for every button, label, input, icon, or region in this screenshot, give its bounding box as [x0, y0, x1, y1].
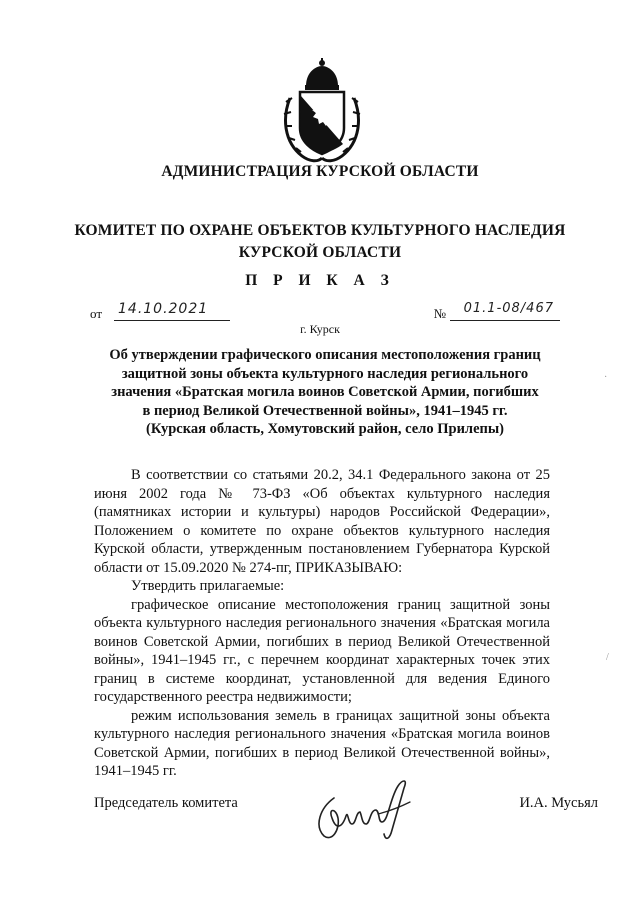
committee-title-line1: КОМИТЕТ ПО ОХРАНЕ ОБЪЕКТОВ КУЛЬТУРНОГО НАСЛЕДИЯ [74, 222, 566, 239]
signatory-name: И.А. Мусьял [519, 795, 598, 811]
handwritten-signature-icon [306, 768, 426, 848]
subject-line: защитной зоны объекта культурного наследия регионального [121, 365, 529, 382]
order-body [94, 466, 550, 781]
committee-title [0, 220, 640, 264]
subject-line: значения «Братская могила воинов Советской Армии, погибших [111, 384, 539, 400]
order-title: П Р И К А З [245, 272, 395, 289]
scan-mark: · [604, 372, 608, 383]
date-label: от [90, 306, 103, 321]
subject-line: в период Великой Отечественной войны», 1941–1945 гг. [142, 402, 508, 419]
date-number-row [90, 302, 560, 324]
scan-mark: / [606, 652, 609, 663]
number-underline [450, 320, 560, 321]
committee-title-line2: КУРСКОЙ ОБЛАСТИ [238, 244, 402, 261]
date-value: 14.10.2021 [118, 301, 209, 317]
body-paragraph-legal-basis: В соответствии со статьями 20.2, 34.1 Федерального закона от 25 июня 2002 года № 73-ФЗ «Об объектах культурного наследия (памятниках истории и культуры) народов Российской Федерации», Положением о комитете по охране объектов культурного наследия Курской области, утвержденным постановлением Губернатора Курской области от 15.09.2020 № 274-пг, ПРИКАЗЫВАЮ: [94, 467, 550, 576]
order-subject [100, 346, 550, 439]
body-paragraph-item-2: режим использования земель в границах защитной зоны объекта культурного наследия регионального значения «Братская могила воинов Советской Армии, погибших в период Великой Отечественной войны», 1941–1945 гг. [94, 707, 550, 779]
administration-title: АДМИНИСТРАЦИЯ КУРСКОЙ ОБЛАСТИ [161, 163, 479, 180]
body-paragraph-approve: Утвердить прилагаемые: [131, 578, 285, 594]
number-value: 01.1-08/467 [463, 301, 554, 316]
subject-line: (Курская область, Хомутовский район, село Прилепы) [145, 421, 505, 437]
number-label: № [433, 306, 446, 321]
subject-line: Об утверждении графического описания местоположения границ [109, 347, 541, 363]
date-underline [114, 320, 230, 321]
body-paragraph-item-1: графическое описание местоположения границ защитной зоны объекта культурного наследия регионального значения «Братская могила воинов Советской Армии, погибших в период Великой Отечественной войны», 1941–1945 гг., с перечнем координат характерных точек этих границ в системе координат, установленной для ведения Единого государственного реестра недвижимости; [94, 596, 550, 705]
city: г. Курск [300, 322, 340, 336]
signatory-title: Председатель комитета [94, 795, 238, 811]
coat-of-arms-icon [272, 58, 372, 166]
